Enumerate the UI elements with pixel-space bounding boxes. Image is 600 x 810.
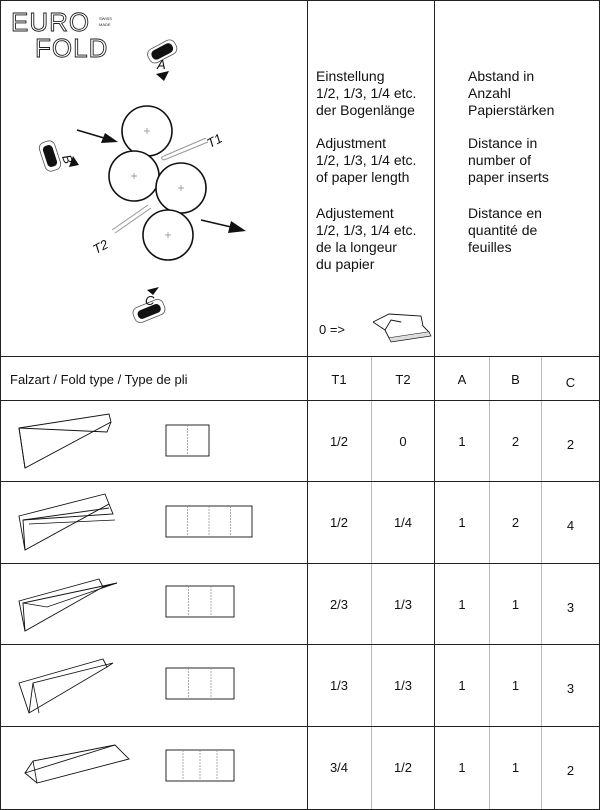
paper-in-arrow-icon [77,130,118,143]
rollers [109,106,206,260]
divider-header-top [1,356,599,357]
stop-b-label: B [59,152,77,166]
row1-t2: 0 [399,434,407,449]
sheet-layout-5 [165,749,237,783]
stop-c-icon [131,287,167,324]
distance-text-fr: Distance en quantité de feuilles [468,205,542,255]
divider-col-t2 [371,356,372,809]
setting-text-de: Einstellung 1/2, 1/3, 1/4 etc. der Bogenlänge [316,68,417,118]
header-a: A [457,372,467,387]
sheet-layout-3 [165,585,237,619]
row5-t2: 1/2 [393,760,413,775]
row5-t1: 3/4 [329,760,349,775]
logo-sub1: SWISS [99,16,112,21]
header-t1: T1 [331,372,347,387]
row3-t1: 2/3 [329,597,349,612]
row2-t1: 1/2 [329,515,349,530]
row2-c: 4 [566,518,575,533]
stop-b-icon [38,139,79,172]
sheet-layout-1 [165,424,211,458]
sheet-layout-2 [165,505,255,539]
logo-line1: EURO [11,7,91,37]
row1-c: 2 [566,437,575,452]
row5-b: 1 [511,760,520,775]
zero-fold-icon [371,308,433,344]
divider-row-4 [1,726,599,727]
roller-diagram [1,1,301,351]
t1-label: T1 [204,130,225,151]
row4-c: 3 [566,681,575,696]
zero-setting-label: 0 => [319,322,346,337]
t2-label: T2 [90,236,111,257]
divider-header-bottom [1,400,599,401]
row4-b: 1 [511,678,520,693]
row3-t2: 1/3 [393,597,413,612]
row2-b: 2 [511,515,520,530]
logo-line2: FOLD [35,33,109,63]
row1-t1: 1/2 [329,434,349,449]
divider-top-middle [434,1,435,356]
row2-a: 1 [458,515,466,530]
fold-illustration-5 [23,739,133,789]
divider-col-a [434,356,435,809]
fold-illustration-3 [17,573,122,635]
header-t2: T2 [395,372,411,387]
row1-a: 1 [458,434,466,449]
divider-row-2 [1,563,599,564]
divider-col-c [541,356,542,809]
distance-text-en: Distance in number of paper inserts [468,135,549,185]
divider-row-1 [1,481,599,482]
row4-t1: 1/3 [329,678,349,693]
row2-t2: 1/4 [393,515,413,530]
sheet-layout-4 [165,667,237,701]
setting-text-en: Adjustment 1/2, 1/3, 1/4 etc. of paper length [316,135,417,185]
paper-out-arrow-icon [201,220,246,233]
row1-b: 2 [511,434,520,449]
logo-sub2: MADE [99,22,111,27]
row5-c: 2 [566,763,575,778]
fold-illustration-4 [17,653,117,717]
row3-a: 1 [458,597,466,612]
row4-a: 1 [458,678,466,693]
divider-col-b [489,356,490,809]
row3-b: 1 [511,597,520,612]
stop-a-icon [145,38,179,81]
fold-illustration-2 [17,490,117,554]
divider-row-3 [1,644,599,645]
header-b: B [511,372,520,387]
stop-a-label: A [157,57,166,72]
fold-illustration-1 [17,410,117,470]
header-fold-type: Falzart / Fold type / Type de pli [10,372,188,387]
row4-t2: 1/3 [393,678,413,693]
setting-text-fr: Adjustement 1/2, 1/3, 1/4 etc. de la longeur du papier [316,205,417,272]
row3-c: 3 [566,600,575,615]
header-c: C [565,375,576,390]
row5-a: 1 [458,760,466,775]
stop-c-label: C [145,293,155,308]
distance-text-de: Abstand in Anzahl Papierstärken [468,68,555,118]
